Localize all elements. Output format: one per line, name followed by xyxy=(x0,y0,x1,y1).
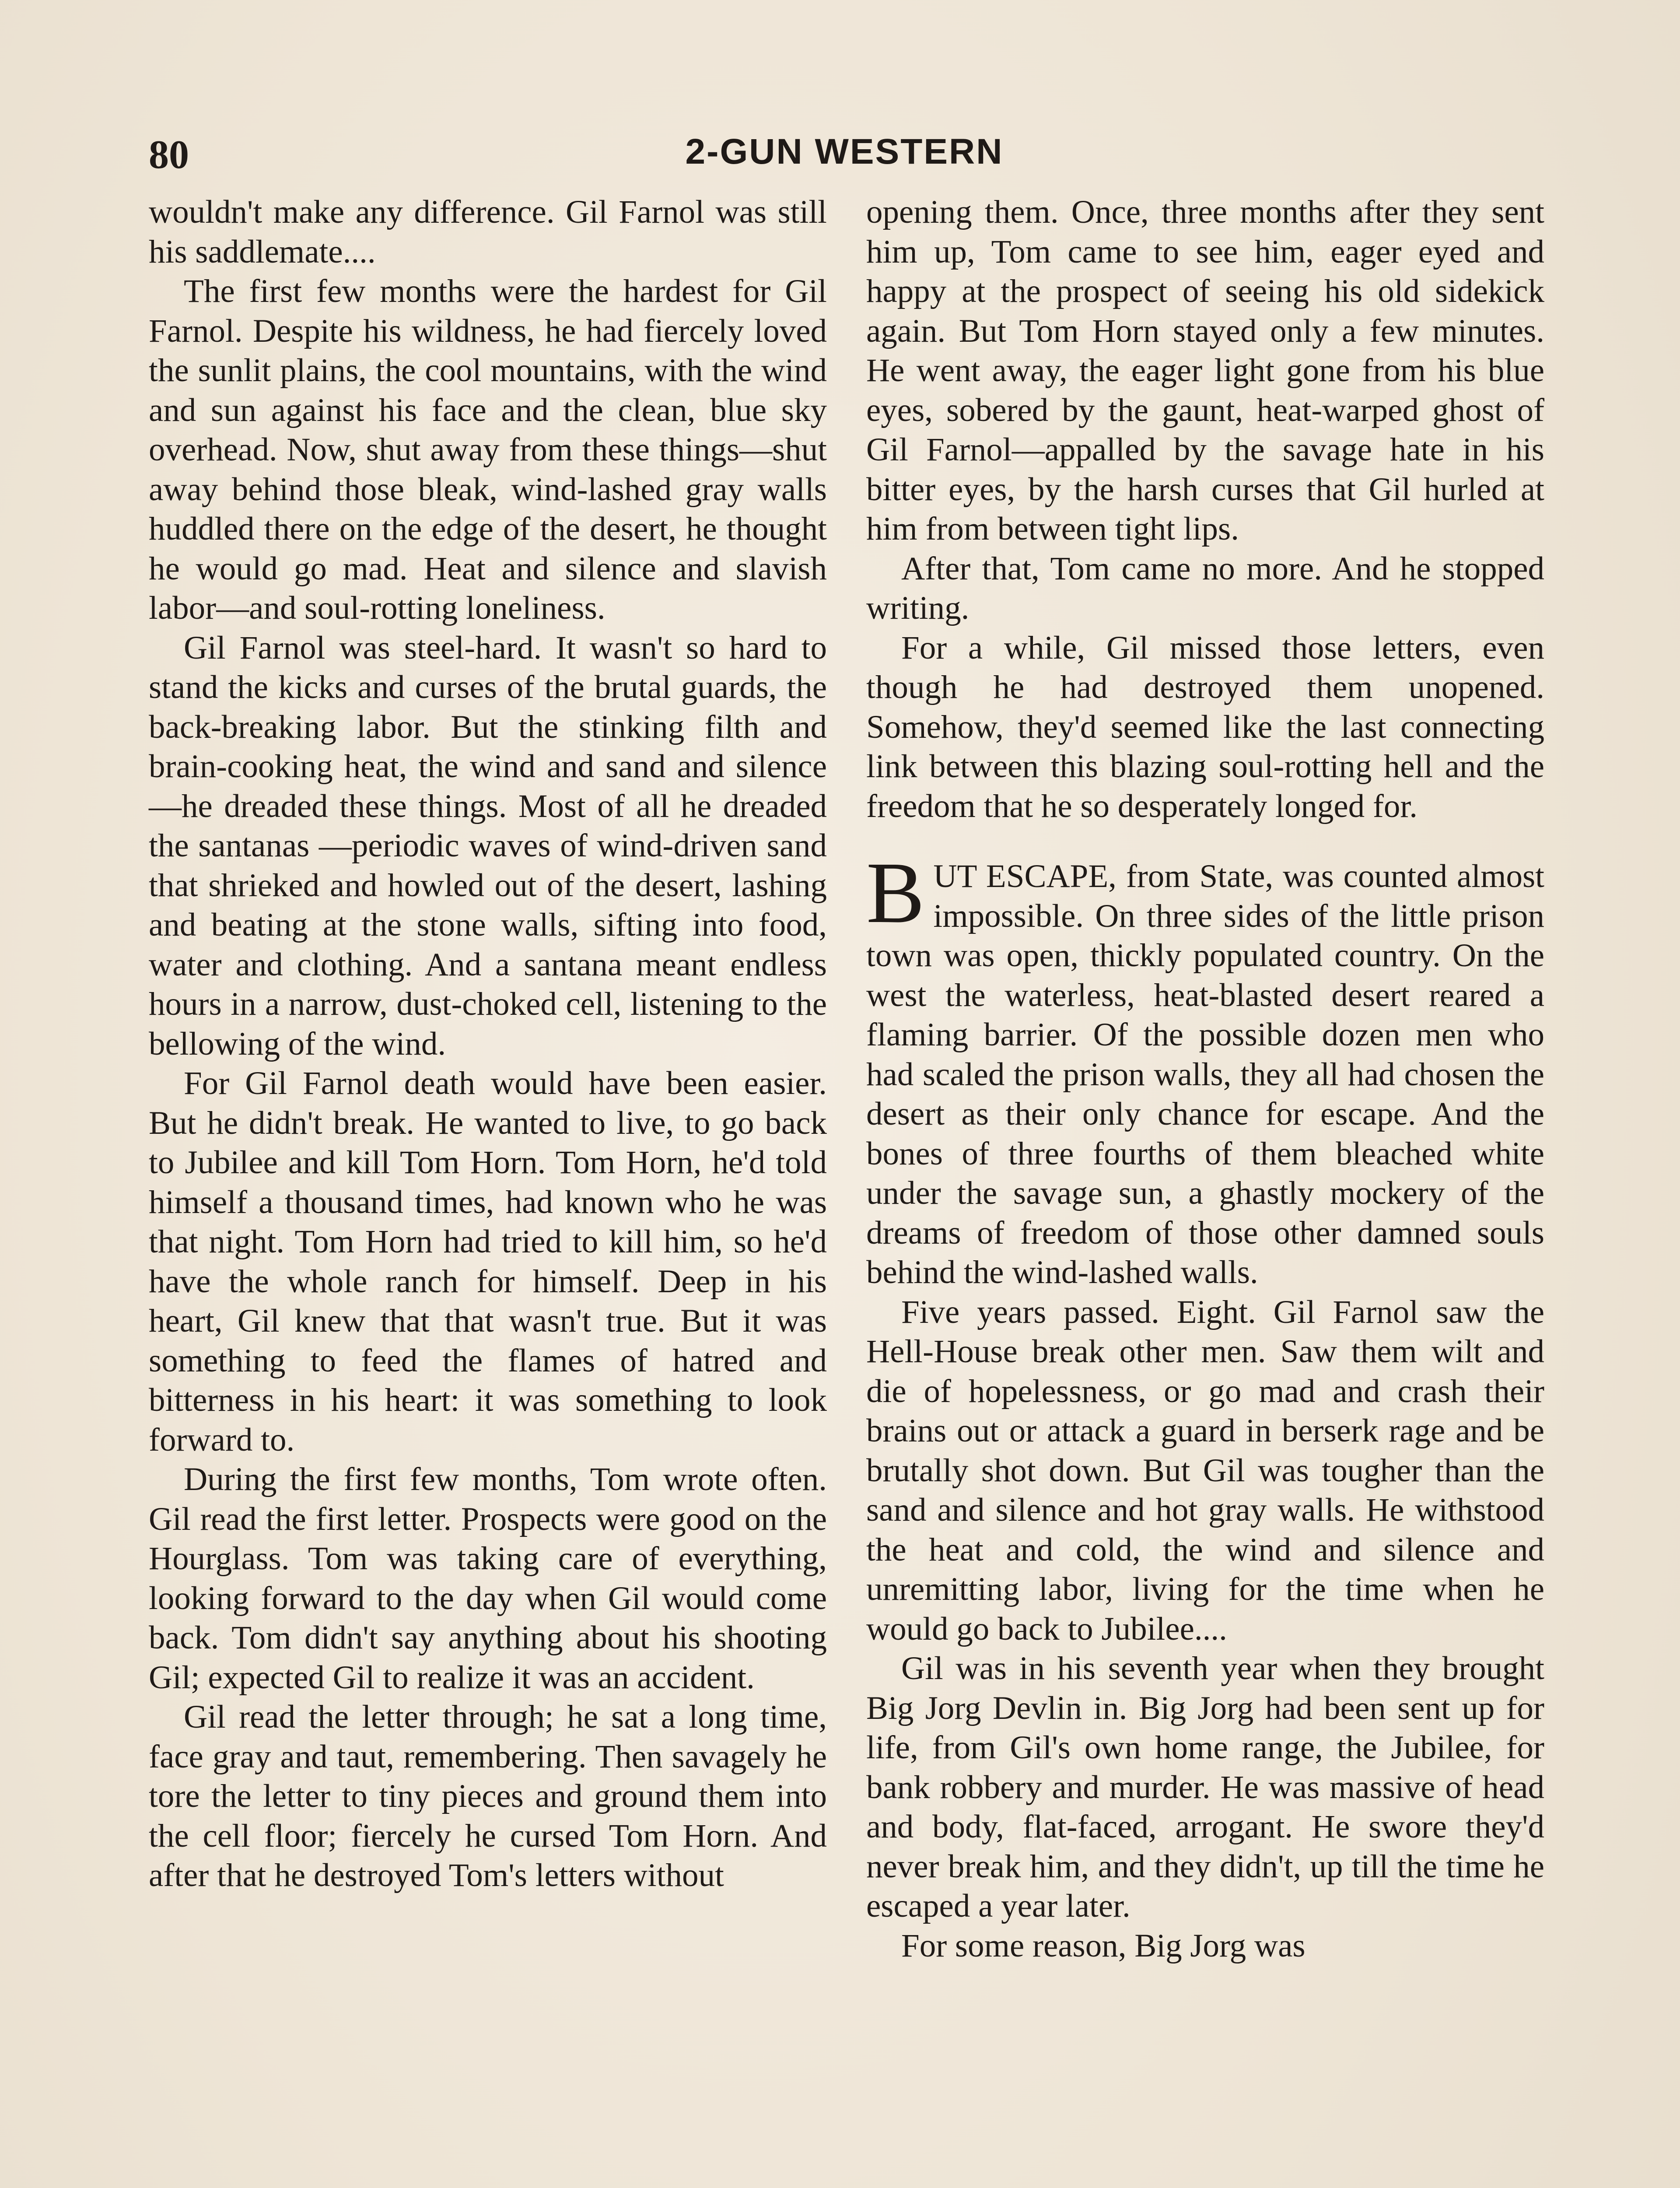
paragraph: After that, Tom came no more. And he stopped writing. xyxy=(866,550,1544,626)
section-opening-paragraph xyxy=(866,845,1544,1293)
page-number: 80 xyxy=(149,132,189,177)
paragraph: During the first few months, Tom wrote often. Gil read the first letter. Prospects were good on the Hourglass. Tom was taking care of everything, looking forward to the day when Gil would come back. Tom didn't say anything about his shooting Gil; expected Gil to realize it was an accident. xyxy=(149,1461,827,1696)
paragraph: For Gil Farnol death would have been easier. But he didn't break. He wanted to live, to go back to Jubilee and kill Tom Horn. Tom Horn, he'd told himself a thousand times, had known who he was that night. Tom Horn had tried to kill him, so he'd have the whole ranch for himself. Deep in his heart, Gil knew that that wasn't true. But it was something to feed the flames of hatred and bitterness in his heart: it was something to look forward to. xyxy=(149,1065,827,1458)
paragraph: For some reason, Big Jorg was xyxy=(901,1927,1306,1964)
paragraph: Gil Farnol was steel-hard. It wasn't so hard to stand the kicks and curses of the brutal guards, the back-breaking labor. But the stinking filth and brain-cooking heat, the wind and sand and silence—he dreaded these things. Most of all he dreaded the santanas —periodic waves of wind-driven sand that shrieked and howled out of the desert, lashing and beating at the stone walls, sifting into food, water and clothing. And a santana meant endless hours in a narrow, dust-choked cell, listening to the bellowing of the wind. xyxy=(149,629,827,1062)
running-head: 2-GUN WESTERN xyxy=(685,132,1004,172)
paragraph: The first few months were the hardest for Gil Farnol. Despite his wildness, he had fiercely loved the sunlit plains, the cool mountains, with the wind and sun against his face and the clean, blue sky overhead. Now, shut away from these things—shut away behind those bleak, wind-lashed gray walls huddled there on the edge of the desert, he thought he would go mad. Heat and silence and slavish labor—and soul-rotting loneliness. xyxy=(149,273,827,626)
left-column xyxy=(149,193,827,1896)
page-header xyxy=(149,131,1540,179)
right-column xyxy=(866,193,1544,1966)
paragraph: Five years passed. Eight. Gil Farnol saw the Hell-House break other men. Saw them wilt and die of hopelessness, or go mad and crash their brains out or attack a guard in berserk rage and be brutally shot down. But Gil was tougher than the sand and silence and hot gray walls. He withstood the heat and cold, the wind and silence and unremitting labor, living for the time when he would go back to Jubilee.... xyxy=(866,1294,1544,1647)
section-text: UT ESCAPE, from State, was counted almost impossible. On three sides of the little prison town was open, thickly populated country. On the west the waterless, heat-blasted desert reared a flaming barrier. Of the possible dozen men who had scaled the prison walls, they all had chosen the desert as their only chance for escape. And the bones of three fourths of them bleached white under the savage sun, a ghastly mockery of the dreams of freedom of those other damned souls behind the wind-lashed walls. xyxy=(866,858,1544,1290)
paragraph: Gil read the letter through; he sat a long time, face gray and taut, remembering. Then savagely he tore the letter to tiny pieces and ground them into the cell floor; fiercely he cursed Tom Horn. And after that he destroyed Tom's letters without xyxy=(149,1699,827,1893)
paragraph: opening them. Once, three months after they sent him up, Tom came to see him, eager eyed and happy at the prospect of seeing his old sidekick again. But Tom Horn stayed only a few minutes. He went away, the eager light gone from his blue eyes, sobered by the gaunt, heat-warped ghost of Gil Farnol—appalled by the savage hate in his bitter eyes, by the harsh curses that Gil hurled at him from between tight lips. xyxy=(866,194,1544,547)
paragraph: wouldn't make any difference. Gil Farnol was still his saddlemate.... xyxy=(149,194,827,270)
drop-cap: B xyxy=(866,845,925,941)
paragraph: For a while, Gil missed those letters, even though he had destroyed them unopened. Somehow, they'd seemed like the last connecting link between this blazing soul-rotting hell and the freedom that he so desperately longed for. xyxy=(866,629,1544,824)
paragraph: Gil was in his seventh year when they brought Big Jorg Devlin in. Big Jorg had been sent up for life, from Gil's own home range, the Jubilee, for bank robbery and murder. He was massive of head and body, flat-faced, arrogant. He swore they'd never break him, and they didn't, up till the time he escaped a year later. xyxy=(866,1650,1544,1924)
